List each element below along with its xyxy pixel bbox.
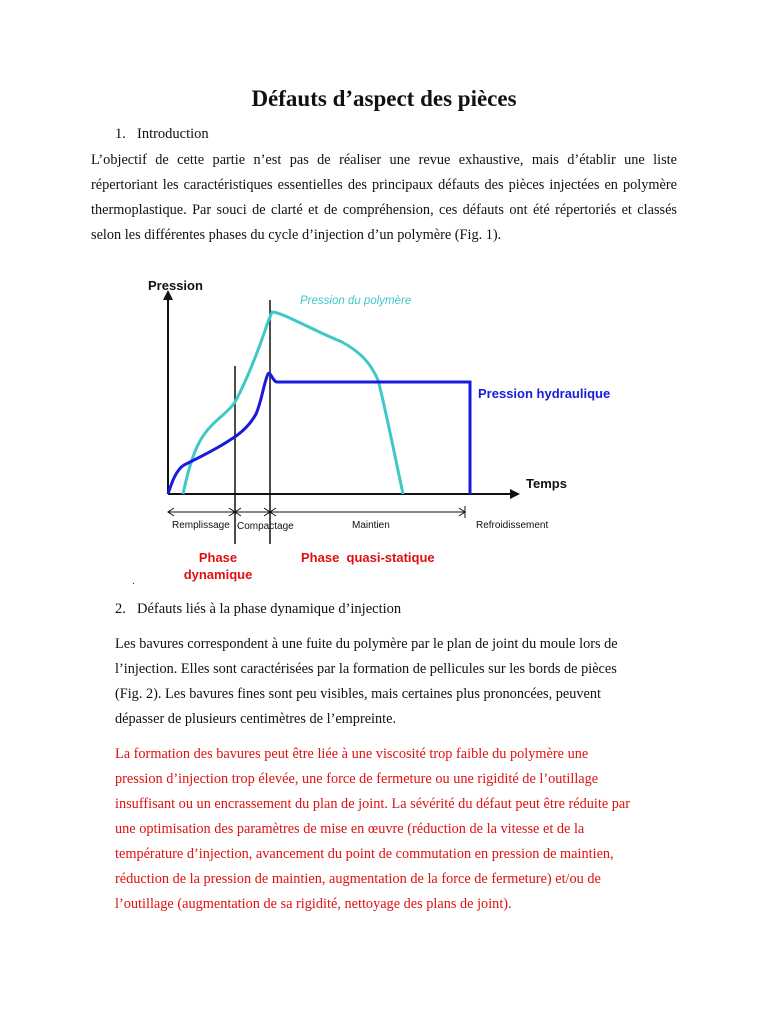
stray-mark: . — [132, 576, 135, 587]
figure-injection-cycle — [120, 262, 640, 592]
section-2-title: Défauts liés à la phase dynamique d’injection — [137, 601, 402, 617]
paragraph-line: Les bavures correspondent à une fuite du polymère par le plan de joint du moule lors de — [115, 636, 618, 652]
section-2-number: 2. — [115, 601, 126, 617]
paragraph-line: (Fig. 2). Les bavures fines sont peu visibles, mais certaines plus prononcées, peuvent — [115, 686, 601, 702]
phase-label-compaction: Compactage — [237, 521, 294, 532]
phase-quasi-static-label: Phase quasi-statique — [301, 550, 435, 565]
red-paragraph-line: pression d’injection trop élevée, une force de fermeture ou une rigidité de l’outillage — [115, 771, 599, 787]
bavures-causes-paragraph — [115, 742, 695, 917]
phase-label-filling: Remplissage — [172, 520, 230, 531]
section-2-heading — [115, 601, 401, 618]
paragraph-line: l’injection. Elles sont caractérisées par la formation de pellicules sur les bords de pièces — [115, 661, 617, 677]
hydraulic-pressure-label: Pression hydraulique — [478, 386, 611, 401]
bavures-paragraph — [115, 632, 695, 732]
red-paragraph-line: insuffisant ou un encrassement du plan de joint. La sévérité du défaut peut être réduite par — [115, 796, 631, 812]
intro-paragraph: L’objectif de cette partie n’est pas de réaliser une revue exhaustive, mais d’établir une liste répertoriant les caractéristiques essentielles des principaux défauts des pièces injectées en polymère thermoplastique. Par souci de clarté et de compréhension, ces défauts ont été répertoriés et classés selon les différentes phases du cycle d’injection d’un polymère (Fig. 1). — [91, 152, 677, 243]
phase-dynamic-label-line1: Phase — [198, 550, 238, 565]
section-1-number: 1. — [115, 126, 126, 142]
paragraph-line: dépasser de plusieurs centimètres de l’empreinte. — [115, 711, 397, 727]
red-paragraph-line: La formation des bavures peut être liée à une viscosité trop faible du polymère une — [115, 746, 589, 762]
red-paragraph-line: température d’injection, avancement du point de commutation en pression de maintien, — [115, 846, 614, 862]
polymer-pressure-curve — [183, 312, 403, 494]
section-1-title: Introduction — [137, 126, 209, 142]
section-1-heading — [115, 126, 209, 143]
red-paragraph-line: réduction de la pression de maintien, augmentation de la force de fermeture) et/ou de — [115, 871, 601, 887]
red-paragraph-line: une optimisation des paramètres de mise en œuvre (réduction de la vitesse et de la — [115, 821, 585, 837]
phase-label-cooling: Refroidissement — [476, 520, 549, 531]
hydraulic-pressure-curve — [168, 373, 470, 494]
y-axis-label: Pression — [148, 278, 203, 293]
pressure-diagram — [120, 262, 640, 592]
phase-label-holding: Maintien — [352, 520, 390, 531]
red-paragraph-line: l’outillage (augmentation de sa rigidité, nettoyage des plans de joint). — [115, 896, 512, 912]
x-axis-label: Temps — [526, 476, 567, 491]
polymer-pressure-label: Pression du polymère — [300, 295, 412, 307]
page-title: Défauts d’aspect des pièces — [251, 86, 517, 111]
phase-dynamic-label-line2: dynamique — [183, 567, 253, 582]
